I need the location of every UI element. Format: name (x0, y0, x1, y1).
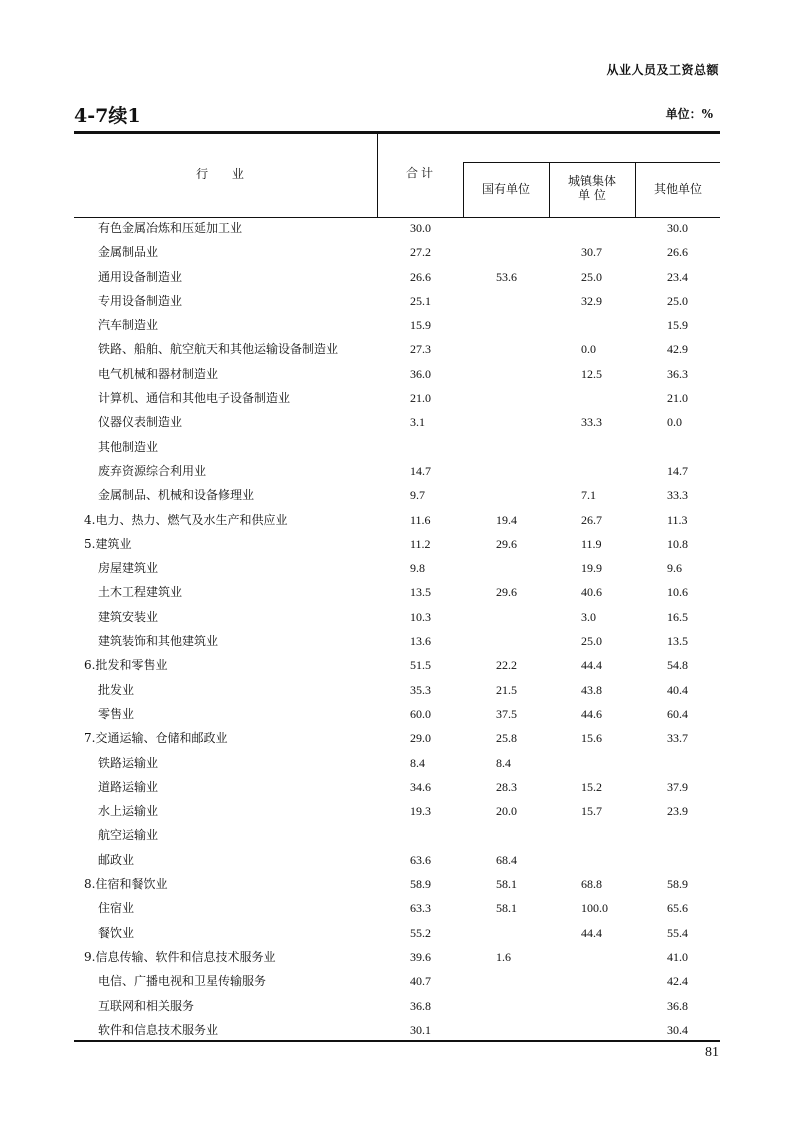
table-row (0, 313, 793, 337)
row-industry-name: 7.交通运输、仓储和邮政业 (84, 731, 228, 746)
cell-urban-collective: 33.3 (581, 415, 602, 430)
cell-total: 29.0 (410, 731, 431, 746)
cell-urban-collective: 12.5 (581, 366, 602, 381)
cell-urban-collective: 11.9 (581, 536, 602, 551)
table-row (0, 508, 793, 532)
row-industry-name: 铁路、船舶、航空航天和其他运输设备制造业 (98, 342, 339, 357)
column-header-other: 其他单位 (653, 182, 702, 196)
cell-other: 37.9 (667, 779, 688, 794)
cell-other: 30.0 (667, 221, 688, 235)
row-industry-name: 房屋建筑业 (98, 561, 159, 576)
cell-total: 40.7 (410, 974, 431, 989)
cell-state-owned: 28.3 (496, 779, 517, 794)
cell-total: 10.3 (410, 609, 431, 624)
cell-state-owned: 25.8 (496, 731, 517, 746)
table-row (0, 799, 793, 823)
cell-total: 15.9 (410, 318, 431, 333)
cell-urban-collective: 15.6 (581, 731, 602, 746)
cell-other: 40.4 (667, 682, 688, 697)
table-row (0, 969, 793, 993)
cell-total: 30.0 (410, 221, 431, 235)
cell-total: 36.0 (410, 366, 431, 381)
cell-other: 10.8 (667, 536, 688, 551)
cell-urban-collective: 26.7 (581, 512, 602, 527)
cell-other: 26.6 (667, 245, 688, 260)
row-industry-name: 建筑安装业 (98, 609, 159, 624)
cell-urban-collective: 3.0 (581, 609, 596, 624)
cell-state-owned: 1.6 (496, 949, 511, 964)
cell-total: 39.6 (410, 949, 431, 964)
row-industry-name: 电信、广播电视和卫星传输服务 (98, 974, 267, 989)
column-header-urban-collective: 城镇集体 单 位 (567, 174, 616, 202)
table-top-rule (74, 131, 720, 134)
cell-urban-collective: 0.0 (581, 342, 596, 357)
table-row (0, 945, 793, 969)
unit-label: 单位：% (665, 107, 713, 121)
table-row (0, 605, 793, 629)
row-industry-name: 有色金属冶炼和压延加工业 (98, 221, 243, 235)
row-industry-name: 道路运输业 (98, 779, 159, 794)
table-row (0, 629, 793, 653)
cell-total: 11.6 (410, 512, 431, 527)
column-header-industry: 行 业 (196, 167, 254, 181)
cell-other: 0.0 (667, 415, 682, 430)
cell-total: 13.5 (410, 585, 431, 600)
cell-state-owned: 22.2 (496, 658, 517, 673)
cell-urban-collective: 100.0 (581, 901, 608, 916)
row-industry-name: 建筑装饰和其他建筑业 (98, 634, 219, 649)
table-row (0, 483, 793, 507)
table-title: 4-7续1 (74, 105, 141, 127)
table-row (0, 896, 793, 920)
table-row (0, 435, 793, 459)
row-industry-name: 批发业 (98, 682, 135, 697)
row-industry-name: 餐饮业 (98, 925, 135, 940)
running-head: 从业人员及工资总额 (606, 63, 719, 77)
table-row (0, 726, 793, 750)
cell-urban-collective: 44.6 (581, 706, 602, 721)
row-industry-name: 铁路运输业 (98, 755, 159, 770)
cell-other: 23.9 (667, 804, 688, 819)
cell-other: 58.9 (667, 877, 688, 892)
cell-total: 25.1 (410, 293, 431, 308)
row-industry-name: 4.电力、热力、燃气及水生产和供应业 (84, 512, 288, 527)
cell-other: 33.3 (667, 488, 688, 503)
table-row (0, 823, 793, 847)
cell-state-owned: 29.6 (496, 585, 517, 600)
cell-total: 19.3 (410, 804, 431, 819)
cell-total: 63.3 (410, 901, 431, 916)
cell-total: 8.4 (410, 755, 425, 770)
cell-total: 35.3 (410, 682, 431, 697)
row-industry-name: 5.建筑业 (84, 536, 132, 551)
cell-state-owned: 19.4 (496, 512, 517, 527)
cell-total: 30.1 (410, 1022, 431, 1037)
cell-total: 55.2 (410, 925, 431, 940)
header-divider (635, 162, 636, 217)
header-divider (549, 162, 550, 217)
table-bottom-rule (74, 1040, 720, 1042)
cell-urban-collective: 44.4 (581, 925, 602, 940)
cell-total: 9.7 (410, 488, 425, 503)
cell-total: 9.8 (410, 561, 425, 576)
table-row (0, 459, 793, 483)
cell-urban-collective: 15.7 (581, 804, 602, 819)
cell-other: 36.3 (667, 366, 688, 381)
row-industry-name: 水上运输业 (98, 804, 159, 819)
cell-other: 14.7 (667, 463, 688, 478)
table-row (0, 994, 793, 1018)
cell-total: 13.6 (410, 634, 431, 649)
table-body (0, 216, 793, 1042)
row-industry-name: 废弃资源综合利用业 (98, 463, 207, 478)
table-row (0, 1018, 793, 1042)
table-row (0, 751, 793, 775)
row-industry-name: 计算机、通信和其他电子设备制造业 (98, 391, 291, 406)
page-number: 81 (705, 1045, 719, 1060)
table-row (0, 386, 793, 410)
cell-other: 25.0 (667, 293, 688, 308)
cell-total: 11.2 (410, 536, 431, 551)
column-header-total: 合计 (405, 166, 436, 180)
table-row (0, 337, 793, 361)
cell-total: 26.6 (410, 269, 431, 284)
table-row (0, 240, 793, 264)
cell-urban-collective: 15.2 (581, 779, 602, 794)
table-row (0, 216, 793, 240)
cell-state-owned: 53.6 (496, 269, 517, 284)
table-row (0, 678, 793, 702)
table-row (0, 265, 793, 289)
cell-other: 54.8 (667, 658, 688, 673)
row-industry-name: 电气机械和器材制造业 (98, 366, 219, 381)
cell-total: 3.1 (410, 415, 425, 430)
cell-other: 23.4 (667, 269, 688, 284)
cell-urban-collective: 25.0 (581, 269, 602, 284)
table-row (0, 921, 793, 945)
cell-total: 27.2 (410, 245, 431, 260)
row-industry-name: 住宿业 (98, 901, 135, 916)
cell-total: 51.5 (410, 658, 431, 673)
row-industry-name: 金属制品业 (98, 245, 159, 260)
cell-state-owned: 21.5 (496, 682, 517, 697)
table-row (0, 532, 793, 556)
row-industry-name: 通用设备制造业 (98, 269, 183, 284)
cell-other: 55.4 (667, 925, 688, 940)
cell-urban-collective: 44.4 (581, 658, 602, 673)
row-industry-name: 零售业 (98, 706, 135, 721)
cell-other: 41.0 (667, 949, 688, 964)
cell-urban-collective: 43.8 (581, 682, 602, 697)
cell-urban-collective: 30.7 (581, 245, 602, 260)
cell-total: 36.8 (410, 998, 431, 1013)
cell-urban-collective: 32.9 (581, 293, 602, 308)
cell-other: 33.7 (667, 731, 688, 746)
cell-other: 21.0 (667, 391, 688, 406)
row-industry-name: 航空运输业 (98, 828, 159, 843)
cell-other: 11.3 (667, 512, 688, 527)
table-row (0, 653, 793, 677)
cell-other: 60.4 (667, 706, 688, 721)
cell-other: 16.5 (667, 609, 688, 624)
cell-total: 21.0 (410, 391, 431, 406)
column-header-state-owned: 国有单位 (481, 182, 530, 196)
cell-other: 15.9 (667, 318, 688, 333)
cell-other: 42.9 (667, 342, 688, 357)
cell-urban-collective: 25.0 (581, 634, 602, 649)
row-industry-name: 互联网和相关服务 (98, 998, 195, 1013)
cell-state-owned: 68.4 (496, 852, 517, 867)
table-row (0, 289, 793, 313)
cell-urban-collective: 19.9 (581, 561, 602, 576)
cell-total: 63.6 (410, 852, 431, 867)
header-divider (463, 162, 464, 217)
cell-total: 34.6 (410, 779, 431, 794)
cell-state-owned: 20.0 (496, 804, 517, 819)
cell-total: 27.3 (410, 342, 431, 357)
subheader-rule (463, 162, 720, 163)
cell-total: 58.9 (410, 877, 431, 892)
cell-other: 36.8 (667, 998, 688, 1013)
row-industry-name: 9.信息传输、软件和信息技术服务业 (84, 949, 276, 964)
cell-state-owned: 58.1 (496, 877, 517, 892)
row-industry-name: 汽车制造业 (98, 318, 159, 333)
header-divider (377, 134, 378, 217)
cell-other: 10.6 (667, 585, 688, 600)
cell-urban-collective: 7.1 (581, 488, 596, 503)
cell-state-owned: 8.4 (496, 755, 511, 770)
cell-other: 9.6 (667, 561, 682, 576)
cell-urban-collective: 40.6 (581, 585, 602, 600)
cell-total: 14.7 (410, 463, 431, 478)
cell-other: 65.6 (667, 901, 688, 916)
row-industry-name: 软件和信息技术服务业 (98, 1022, 219, 1037)
row-industry-name: 邮政业 (98, 852, 135, 867)
table-row (0, 848, 793, 872)
row-industry-name: 8.住宿和餐饮业 (84, 877, 168, 892)
row-industry-name: 金属制品、机械和设备修理业 (98, 488, 255, 503)
cell-other: 30.4 (667, 1022, 688, 1037)
table-row (0, 580, 793, 604)
cell-other: 42.4 (667, 974, 688, 989)
cell-total: 60.0 (410, 706, 431, 721)
table-row (0, 410, 793, 434)
table-row (0, 872, 793, 896)
row-industry-name: 专用设备制造业 (98, 293, 183, 308)
row-industry-name: 其他制造业 (98, 439, 159, 454)
cell-state-owned: 58.1 (496, 901, 517, 916)
table-row (0, 775, 793, 799)
table-row (0, 702, 793, 726)
cell-urban-collective: 68.8 (581, 877, 602, 892)
row-industry-name: 土木工程建筑业 (98, 585, 183, 600)
row-industry-name: 仪器仪表制造业 (98, 415, 183, 430)
cell-other: 13.5 (667, 634, 688, 649)
table-row (0, 362, 793, 386)
cell-state-owned: 29.6 (496, 536, 517, 551)
cell-state-owned: 37.5 (496, 706, 517, 721)
row-industry-name: 6.批发和零售业 (84, 658, 168, 673)
table-row (0, 556, 793, 580)
